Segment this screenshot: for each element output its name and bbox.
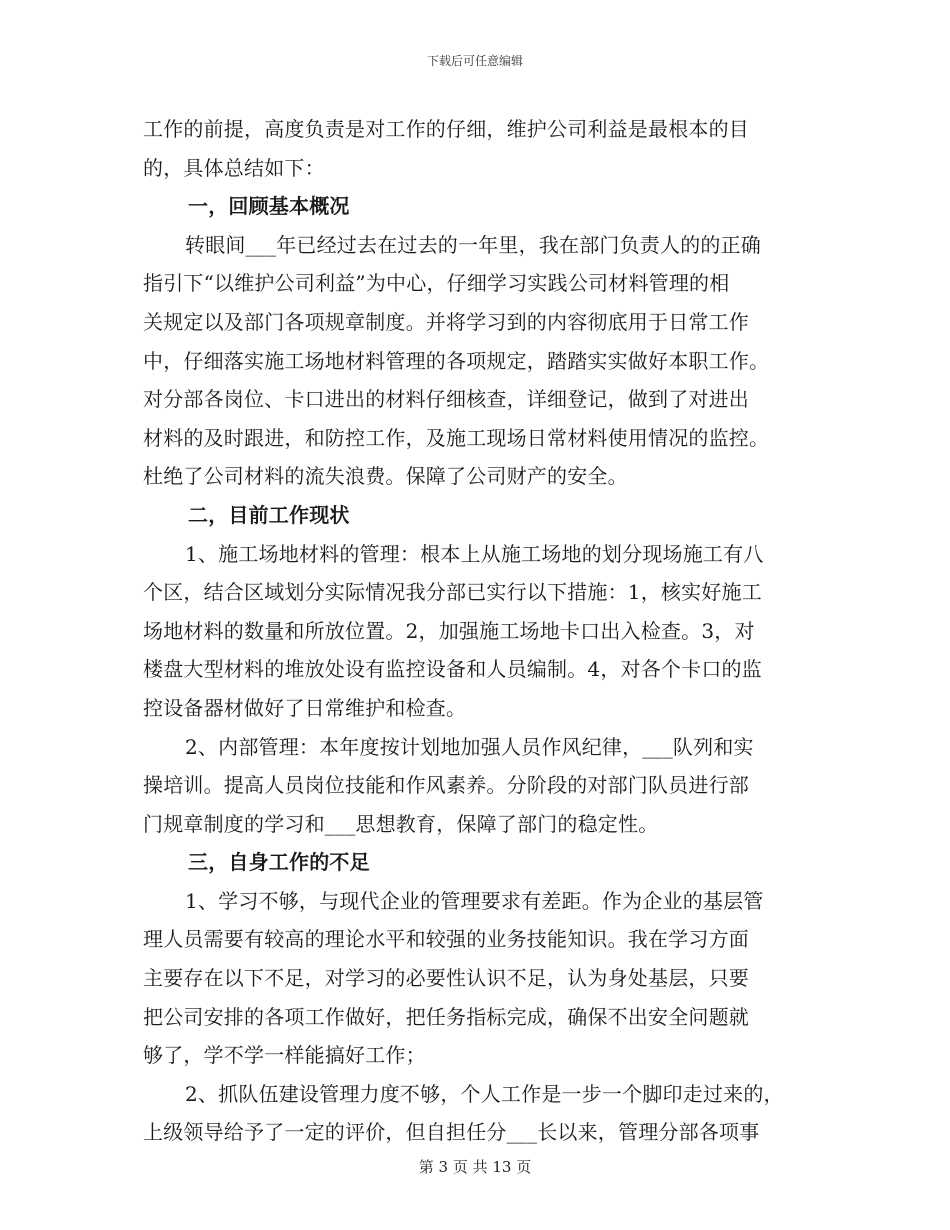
body-text-line: 把公司安排的各项工作做好，把任务指标完成，确保不出安全问题就 — [143, 1004, 749, 1029]
body-text-line: 指引下“以维护公司利益”为中心，仔细学习实践公司材料管理的相 — [143, 271, 730, 296]
body-text-line: 2、内部管理：本年度按计划地加强人员作风纪律，___队列和实 — [185, 734, 754, 759]
body-text-line: 1、施工场地材料的管理：根本上从施工场地的划分现场施工有八 — [185, 541, 764, 566]
page-header: 下载后可任意编辑 — [426, 54, 523, 68]
body-text-line: 1、学习不够，与现代企业的管理要求有差距。作为企业的基层管 — [185, 888, 764, 913]
body-text-line: 2、抓队伍建设管理力度不够，个人工作是一步一个脚印走过来的， — [185, 1081, 784, 1106]
body-text-line: 材料的及时跟进，和防控工作，及施工现场日常材料使用情况的监控。 — [143, 425, 770, 450]
page-number-footer: 第 3 页 共 13 页 — [418, 1158, 532, 1176]
section-heading: 一，回顾基本概况 — [188, 194, 350, 219]
body-text-line: 上级领导给予了一定的评价，但自担任分___长以来，管理分部各项事 — [143, 1120, 760, 1145]
body-text-line: 操培训。提高人员岗位技能和作风素养。分阶段的对部门队员进行部 — [143, 773, 749, 798]
body-text-line: 主要存在以下不足，对学习的必要性认识不足，认为身处基层，只要 — [143, 966, 749, 991]
body-text-line: 对分部各岗位、卡口进出的材料仔细核查，详细登记，做到了对进出 — [143, 387, 749, 412]
section-heading: 二，目前工作现状 — [188, 502, 350, 527]
body-text-line: 楼盘大型材料的堆放处设有监控设备和人员编制。4，对各个卡口的监 — [143, 657, 762, 682]
body-text-line: 工作的前提，高度负责是对工作的仔细，维护公司利益是最根本的目 — [143, 117, 749, 141]
body-text-line: 够了，学不学一样能搞好工作； — [143, 1043, 426, 1068]
body-text-line: 理人员需要有较高的理论水平和较强的业务技能知识。我在学习方面 — [143, 927, 749, 952]
body-text-line: 杜绝了公司材料的流失浪费。保障了公司财产的安全。 — [143, 464, 628, 489]
body-text-line: 控设备器材做好了日常维护和检查。 — [143, 695, 467, 720]
body-text-line: 关规定以及部门各项规章制度。并将学习到的内容彻底用于日常工作 — [143, 309, 749, 334]
document-body — [143, 110, 833, 1152]
body-text-line: 中，仔细落实施工场地材料管理的各项规定，踏踏实实做好本职工作。 — [143, 348, 770, 373]
body-text-line: 转眼间___年已经过去在过去的一年里，我在部门负责人的的正确 — [185, 232, 761, 257]
body-text-line: 场地材料的数量和所放位置。2，加强施工场地卡口出入检查。3，对 — [143, 618, 755, 643]
section-heading: 三，自身工作的不足 — [188, 850, 370, 875]
body-text-line: 个区，结合区域划分实际情况我分部已实行以下措施：1，核实好施工 — [143, 580, 762, 605]
body-text-line: 门规章制度的学习和___思想教育，保障了部门的稳定性。 — [143, 811, 659, 836]
body-text-line: 的，具体总结如下： — [143, 155, 325, 180]
